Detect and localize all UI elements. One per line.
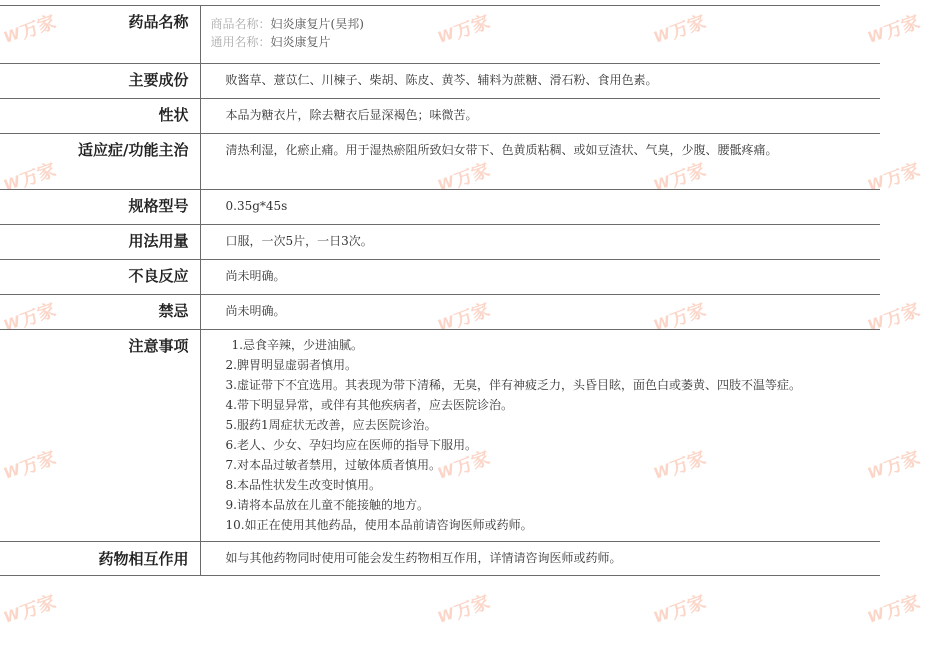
table-row (0, 190, 880, 225)
watermark-logo: W 万家 (1, 591, 59, 627)
watermark-logo: W 万家 (435, 591, 493, 627)
watermark-logo: W 万家 (1, 159, 59, 195)
row-label-indications: 适应症/功能主治 (0, 134, 200, 190)
indications-value: 清热利湿，化瘀止痛。用于湿热瘀阻所致妇女带下、色黄质粘稠、或如豆渣状、气臭，少腹、腰骶疼痛。 (200, 134, 880, 190)
generic-name-line (211, 33, 873, 51)
list-item: 5.服药1周症状无改善，应去医院诊治。 (225, 418, 437, 432)
watermark-logo: W 万家 (651, 591, 709, 627)
table-row (0, 542, 880, 576)
watermark-logo: W 万家 (865, 11, 923, 47)
specification-value: 0.35g*45s (200, 190, 880, 225)
row-label-drug-name: 药品名称 (0, 6, 200, 64)
list-item: 3.虚证带下不宜选用。其表现为带下清稀，无臭，伴有神疲乏力，头昏目眩，面色白或萎黄、四肢不温等症。 (225, 378, 801, 392)
row-label-interactions: 药物相互作用 (0, 542, 200, 576)
trade-name-label: 商品名称： (210, 17, 271, 31)
row-label-precautions: 注意事项 (0, 330, 200, 542)
interactions-value: 如与其他药物同时使用可能会发生药物相互作用，详情请咨询医师或药师。 (200, 542, 880, 576)
table-row (0, 295, 880, 330)
watermark-logo: W 万家 (435, 11, 493, 47)
watermark-logo: W 万家 (435, 159, 493, 195)
watermark-logo: W 万家 (1, 447, 59, 483)
ingredients-value: 败酱草、薏苡仁、川楝子、柴胡、陈皮、黄芩、辅料为蔗糖、滑石粉、食用色素。 (200, 64, 880, 99)
watermark-logo: W 万家 (865, 447, 923, 483)
watermark-logo: W 万家 (1, 11, 59, 47)
watermark-logo: W 万家 (865, 299, 923, 335)
watermark-logo: W 万家 (651, 159, 709, 195)
table-row (0, 225, 880, 260)
row-label-appearance: 性状 (0, 99, 200, 134)
contraindications-value: 尚未明确。 (200, 295, 880, 330)
drug-name-cell (200, 6, 880, 64)
watermark-logo: W 万家 (865, 591, 923, 627)
watermark-logo: W 万家 (435, 447, 493, 483)
watermark-logo: W 万家 (651, 299, 709, 335)
list-item: 7.对本品过敏者禁用，过敏体质者慎用。 (225, 458, 441, 472)
watermark-logo: W 万家 (1, 299, 59, 335)
list-item: 9.请将本品放在儿童不能接触的地方。 (225, 498, 429, 512)
list-item: 4.带下明显异常，或伴有其他疾病者，应去医院诊治。 (225, 398, 513, 412)
precautions-list (200, 330, 880, 542)
table-row (0, 260, 880, 295)
table-row (0, 99, 880, 134)
list-item: 6.老人、少女、孕妇均应在医师的指导下服用。 (225, 438, 477, 452)
trade-name-line (211, 15, 873, 33)
table-row (0, 6, 880, 64)
table-row (0, 64, 880, 99)
row-label-specification: 规格型号 (0, 190, 200, 225)
watermark-logo: W 万家 (865, 159, 923, 195)
table-row (0, 134, 880, 190)
trade-name-value: 妇炎康复片(昊邦) (270, 17, 364, 31)
list-item: 1.忌食辛辣，少进油腻。 (231, 338, 363, 352)
row-label-contraindications: 禁忌 (0, 295, 200, 330)
row-label-adverse-reactions: 不良反应 (0, 260, 200, 295)
list-item: 10.如正在使用其他药品，使用本品前请咨询医师或药师。 (225, 518, 533, 532)
row-label-ingredients: 主要成份 (0, 64, 200, 99)
list-item: 2.脾胃明显虚弱者慎用。 (225, 358, 357, 372)
watermark-logo: W 万家 (435, 299, 493, 335)
appearance-value: 本品为糖衣片，除去糖衣后显深褐色；味微苦。 (200, 99, 880, 134)
generic-name-value: 妇炎康复片 (270, 35, 331, 49)
generic-name-label: 通用名称： (210, 35, 271, 49)
watermark-logo: W 万家 (651, 447, 709, 483)
dosage-value: 口服，一次5片，一日3次。 (200, 225, 880, 260)
row-label-dosage: 用法用量 (0, 225, 200, 260)
adverse-reactions-value: 尚未明确。 (200, 260, 880, 295)
drug-spec-table (0, 5, 880, 576)
watermark-logo: W 万家 (651, 11, 709, 47)
table-row (0, 330, 880, 542)
list-item: 8.本品性状发生改变时慎用。 (225, 478, 381, 492)
